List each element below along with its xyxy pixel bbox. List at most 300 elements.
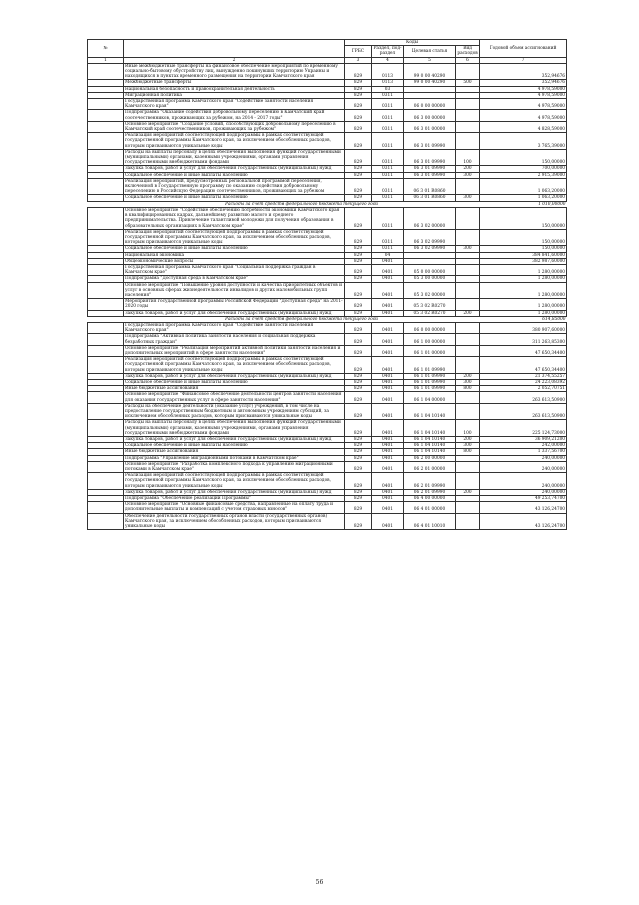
row-amount: 49 253,74700	[480, 496, 567, 502]
table-row	[88, 229, 567, 246]
budget-table-sheet	[87, 39, 566, 530]
table-row	[88, 420, 567, 437]
row-target: 05 3 02 R0270	[404, 310, 456, 316]
table-row	[88, 133, 567, 150]
row-amount: 1 337,56700	[480, 449, 567, 455]
row-razdel: 0311	[372, 229, 404, 246]
row-target: 06 3 01 09990	[404, 166, 456, 172]
row-grbs: 829	[345, 502, 372, 513]
row-name: Иные бюджетные ассигнования	[124, 386, 345, 392]
table-row	[88, 99, 567, 110]
row-grbs: 829	[345, 449, 372, 455]
row-amount: 263 613,50900	[480, 403, 567, 420]
row-amount: 47 650,34400	[480, 345, 567, 356]
row-grbs: 829	[345, 258, 372, 264]
row-number	[88, 264, 124, 275]
row-grbs: 829	[345, 386, 372, 392]
row-razdel: 0401	[372, 502, 404, 513]
row-name: Реализация мероприятий соответствующей подпрограммы в рамках соответствующей государственной программы Камчатского края, за исключением обособленных расходов, которым присваиваются уникальные коды	[124, 229, 345, 246]
header-vid: Вид расходов	[457, 46, 478, 57]
row-razdel: 0401	[372, 443, 404, 449]
row-amount: 382 987,60000	[480, 258, 567, 264]
row-razdel: 0401	[372, 437, 404, 443]
row-amount: 2 915,39000	[480, 172, 567, 178]
row-razdel: 0401	[372, 449, 404, 455]
row-amount: 240,00000	[480, 489, 567, 495]
header-codes: Коды	[345, 40, 480, 46]
row-vid	[456, 299, 480, 310]
row-amount: 240,00000	[480, 455, 567, 461]
table-row	[88, 334, 567, 345]
row-name: Закупка товаров, работ и услуг для обеспечения государственных (муниципальных) нужд	[124, 166, 345, 172]
row-name: Основное мероприятие "Финансовое обеспечение деятельности центров занятости населения для оказания государственных услуг в сфере занятости населения"	[124, 392, 345, 403]
row-target: 06 3 01 09990	[404, 149, 456, 166]
row-vid: 300	[456, 172, 480, 178]
row-razdel: 0401	[372, 473, 404, 490]
row-vid: 800	[456, 386, 480, 392]
row-vid: 200	[456, 166, 480, 172]
row-razdel: 0311	[372, 133, 404, 150]
row-vid: 500	[456, 80, 480, 86]
table-row	[88, 513, 567, 530]
row-amount: 43 126,24700	[480, 502, 567, 513]
row-razdel: 04	[372, 252, 404, 258]
row-name: Государственная программа Камчатского края "Содействие занятости населения Камчатского края"	[124, 322, 345, 333]
row-target: 06 1 04 10140	[404, 420, 456, 437]
note-amount: 1 010,00000	[480, 201, 567, 207]
row-target: 06 3 01 09990	[404, 172, 456, 178]
row-amount: 225 124,73000	[480, 420, 567, 437]
row-razdel: 0311	[372, 110, 404, 121]
row-grbs: 829	[345, 513, 372, 530]
row-amount: 150,00000	[480, 246, 567, 252]
colnum: 1	[88, 57, 124, 63]
row-target: 06 1 04 00000	[404, 392, 456, 403]
note-text: Расходы за счет средств федерального бюджета текущего года	[124, 316, 480, 322]
row-vid	[456, 282, 480, 299]
row-number	[88, 473, 124, 490]
row-razdel: 0401	[372, 334, 404, 345]
row-grbs: 829	[345, 443, 372, 449]
colnum: 2	[124, 57, 345, 63]
row-number	[88, 282, 124, 299]
table-row	[88, 345, 567, 356]
row-vid: 300	[456, 443, 480, 449]
row-name: Социальное обеспечение и иные выплаты населению	[124, 172, 345, 178]
row-name: Основное мероприятие "Создание условий, способствующих добровольному переселению в Камчатский край соотечественников, проживающих за рубежом"	[124, 121, 345, 132]
row-number	[88, 63, 124, 80]
table-row	[88, 403, 567, 420]
row-amount: 1 063,20000	[480, 195, 567, 201]
header-amount: Годовой объем ассигнований	[480, 40, 567, 58]
row-grbs: 829	[345, 229, 372, 246]
row-vid	[456, 345, 480, 356]
row-name: Подпрограмма "Оказание содействия добровольному переселению в Камчатский край соотечественников, проживающих за рубежом, на 2014 - 2017 годы"	[124, 110, 345, 121]
row-vid	[456, 461, 480, 472]
row-number	[88, 403, 124, 420]
row-grbs: 829	[345, 489, 372, 495]
row-grbs: 829	[345, 264, 372, 275]
header-no: №	[88, 40, 124, 58]
row-vid: 300	[456, 246, 480, 252]
table-row	[88, 322, 567, 333]
header-razdel: Раздел, под-раздел	[373, 46, 402, 57]
row-amount: 352,94676	[480, 63, 567, 80]
row-amount: 380 907,60000	[480, 322, 567, 333]
row-grbs: 829	[345, 310, 372, 316]
row-number	[88, 121, 124, 132]
row-target: 06 1 00 00000	[404, 334, 456, 345]
row-razdel: 0401	[372, 282, 404, 299]
row-razdel: 0401	[372, 386, 404, 392]
row-amount: 4 978,59000	[480, 110, 567, 121]
row-grbs: 829	[345, 322, 372, 333]
row-vid	[456, 63, 480, 80]
row-name: Общеэкономические вопросы	[124, 258, 345, 264]
row-razdel: 0401	[372, 403, 404, 420]
row-name: Межбюджетные трансферты	[124, 80, 345, 86]
row-vid	[456, 513, 480, 530]
row-target: 99 0 00 40290	[404, 63, 456, 80]
row-name: Социальное обеспечение и иные выплаты населению	[124, 379, 345, 385]
row-number	[88, 149, 124, 166]
row-amount: 150,00000	[480, 229, 567, 246]
row-amount: 1 063,20000	[480, 178, 567, 195]
row-target: 05 3 00 00000	[404, 276, 456, 282]
row-name: Закупка товаров, работ и услуг для обеспечения государственных (муниципальных) нужд	[124, 373, 345, 379]
row-amount: 2 052,70751	[480, 386, 567, 392]
row-grbs: 829	[345, 86, 372, 92]
row-razdel: 0401	[372, 373, 404, 379]
header-name	[124, 40, 345, 58]
table-row	[88, 207, 567, 229]
row-razdel: 0401	[372, 299, 404, 310]
table-row	[88, 461, 567, 472]
row-razdel: 0311	[372, 172, 404, 178]
row-amount: 4 978,59000	[480, 86, 567, 92]
row-vid	[456, 121, 480, 132]
row-vid	[456, 99, 480, 110]
row-razdel: 0401	[372, 513, 404, 530]
row-amount: 1 280,00000	[480, 264, 567, 275]
row-razdel: 0311	[372, 246, 404, 252]
row-target: 06 3 00 00000	[404, 110, 456, 121]
row-vid	[456, 473, 480, 490]
row-razdel: 0401	[372, 489, 404, 495]
row-amount: 1 280,00000	[480, 299, 567, 310]
row-grbs: 829	[345, 133, 372, 150]
table-row	[88, 299, 567, 310]
row-vid: 200	[456, 373, 480, 379]
row-target: 06 4 01 10010	[404, 513, 456, 530]
row-grbs: 829	[345, 110, 372, 121]
row-number	[88, 133, 124, 150]
colnum: 3	[345, 57, 372, 63]
row-number	[88, 420, 124, 437]
row-grbs: 829	[345, 207, 372, 229]
row-grbs: 829	[345, 334, 372, 345]
row-number	[88, 513, 124, 530]
table-row	[88, 110, 567, 121]
row-vid	[456, 178, 480, 195]
row-name: Социальное обеспечение и иные выплаты населению	[124, 443, 345, 449]
row-grbs: 829	[345, 195, 372, 201]
row-vid	[456, 322, 480, 333]
header-grbs: ГРБС	[345, 46, 372, 57]
row-grbs: 829	[345, 420, 372, 437]
row-name: Обеспечение деятельности государственных органов власти (государственных органов) Камчатского края, за исключением обособленных расходов, которым присваиваются уникальные коды	[124, 513, 345, 530]
row-name: Национальная безопасность и правоохранительная деятельность	[124, 86, 345, 92]
row-name: Основное мероприятие "Содействие обеспечению потребности экономики Камчатского края в квалифицированных кадрах, дальнейшему развитию малого и среднего предпринимательства. Привлечение талантливой молодежи для получения образования в образовательных организациях в Камчатском крае"	[124, 207, 345, 229]
row-razdel: 0311	[372, 92, 404, 98]
row-grbs: 829	[345, 63, 372, 80]
row-number	[88, 345, 124, 356]
row-number	[88, 299, 124, 310]
row-amount: 240,00000	[480, 461, 567, 472]
row-amount: 150,00000	[480, 207, 567, 229]
row-name: Мероприятия государственной программы Российской Федерации "Доступная среда" на 2011-2020 годы	[125, 299, 343, 310]
row-grbs: 829	[345, 121, 372, 132]
table-row	[88, 264, 567, 275]
row-grbs: 829	[345, 166, 372, 172]
row-name: Подпрограмма "Активная политика занятости населения и социальная поддержка безработных граждан"	[124, 334, 345, 345]
row-razdel: 0401	[372, 455, 404, 461]
row-vid: 200	[456, 310, 480, 316]
row-number	[88, 207, 124, 229]
row-name: Основное мероприятие "Повышение уровня доступности и качества приоритетных объектов и услуг в основных сферах жизнедеятельности инвалидов и других маломобильных групп населения"	[124, 282, 345, 299]
table-row	[88, 121, 567, 132]
row-grbs: 829	[345, 392, 372, 403]
row-vid: 200	[456, 489, 480, 495]
row-grbs: 829	[345, 496, 372, 502]
row-amount: 3 765,39000	[480, 133, 567, 150]
row-name: Подпрограмма "Доступная среда в Камчатском крае"	[124, 276, 345, 282]
row-amount: 43 126,24700	[480, 513, 567, 530]
row-vid	[456, 264, 480, 275]
table-row	[88, 502, 567, 513]
row-amount: 1 280,00000	[480, 310, 567, 316]
row-name: Социальное обеспечение и иные выплаты населению	[124, 195, 345, 201]
table-row	[88, 149, 567, 166]
row-grbs: 829	[345, 276, 372, 282]
row-razdel: 03	[372, 86, 404, 92]
colnum: 6	[456, 57, 480, 63]
row-target: 06 1 04 10140	[404, 449, 456, 455]
row-name: Иные бюджетные ассигнования	[124, 449, 345, 455]
row-target: 06 1 01 09990	[404, 386, 456, 392]
row-razdel: 0401	[372, 258, 404, 264]
row-razdel: 0401	[372, 379, 404, 385]
page-number: 56	[315, 879, 324, 886]
row-vid	[456, 403, 480, 420]
row-number	[88, 502, 124, 513]
row-vid	[456, 502, 480, 513]
row-target: 06 2 01 09990	[404, 473, 456, 490]
row-target: 06 4 01 00000	[404, 502, 456, 513]
row-target: 99 0 00 40290	[404, 80, 456, 86]
row-amount: 1 280,00000	[480, 276, 567, 282]
row-amount: 47 650,34400	[480, 357, 567, 374]
row-amount: 242,00000	[480, 443, 567, 449]
note-amount: 614,85000	[480, 316, 567, 322]
row-grbs: 829	[345, 172, 372, 178]
budget-table	[87, 39, 567, 530]
row-vid: 100	[456, 149, 480, 166]
row-grbs: 829	[345, 473, 372, 490]
row-razdel: 0311	[372, 121, 404, 132]
row-target: 06 1 01 09990	[404, 357, 456, 374]
row-vid	[456, 133, 480, 150]
row-vid: 300	[456, 379, 480, 385]
row-vid	[456, 207, 480, 229]
row-amount: 4 828,59000	[480, 121, 567, 132]
row-number	[88, 99, 124, 110]
row-name: Реализация мероприятий соответствующей подпрограммы в рамках соответствующей государственной программы Камчатского края, за исключением обособленных расходов, которым присваиваются уникальные коды	[124, 473, 345, 490]
row-amount: 263 613,50900	[480, 392, 567, 403]
table-body	[88, 63, 567, 529]
table-row	[88, 63, 567, 80]
row-razdel: 0311	[372, 195, 404, 201]
row-razdel: 0401	[372, 461, 404, 472]
row-name: Основное мероприятие "Разработка комплексного подхода к управлению миграционными потоками в Камчатском крае"	[124, 461, 345, 472]
row-razdel: 0401	[372, 420, 404, 437]
row-grbs: 829	[345, 357, 372, 374]
row-amount: 150,00000	[480, 149, 567, 166]
row-target: 06 2 01 09990	[404, 489, 456, 495]
row-name: Основное мероприятие "Реализация мероприятий активной политики занятости населения и дополнительных мероприятий в сфере занятости населения"	[124, 345, 345, 356]
row-name: Иные межбюджетные трансферты на финансовое обеспечение мероприятий по временному социально-бытовому обустройству лиц, вынужденно покинувших территорию Украины и находящихся в пунктах временного размещения на территории Камчатского края	[124, 63, 345, 80]
row-razdel: 0401	[372, 496, 404, 502]
row-number	[88, 322, 124, 333]
row-razdel: 0311	[372, 149, 404, 166]
table-row	[88, 282, 567, 299]
row-target: 06 3 02 09990	[404, 229, 456, 246]
row-razdel: 0401	[372, 322, 404, 333]
row-target: 06 0 00 00000	[404, 322, 456, 333]
colnum: 5	[404, 57, 456, 63]
row-vid	[456, 334, 480, 345]
row-target: 06 4 00 00000	[404, 496, 456, 502]
row-grbs: 829	[345, 461, 372, 472]
row-razdel: 0113	[372, 63, 404, 80]
row-grbs: 829	[345, 252, 372, 258]
row-name: Основное мероприятие "Основные финансовые средства, направленные на оплату труда и дополнительные выплаты и компенсаций с учетом страховых взносов"	[124, 502, 345, 513]
note-text: Расходы за счет средств федерального бюджета текущего года	[124, 201, 480, 207]
row-name: Расходы на выплаты персоналу в целях обеспечения выполнения функций государственными (муниципальными) органами, казенными учреждениями, органами управления государственными внебюджетными фондами	[124, 149, 345, 166]
row-target: 06 1 01 09990	[404, 373, 456, 379]
row-grbs: 829	[345, 373, 372, 379]
row-amount: 352,94676	[480, 80, 567, 86]
row-target: 06 0 00 00000	[404, 99, 456, 110]
row-grbs: 829	[345, 403, 372, 420]
row-vid	[456, 357, 480, 374]
row-target: 06 3 02 00000	[404, 207, 456, 229]
row-razdel: 0401	[372, 276, 404, 282]
row-grbs: 829	[345, 149, 372, 166]
row-grbs: 829	[345, 99, 372, 110]
row-number	[88, 334, 124, 345]
row-vid	[456, 110, 480, 121]
row-amount: 1 280,00000	[480, 282, 567, 299]
row-name: Закупка товаров, работ и услуг для обеспечения государственных (муниципальных) нужд	[124, 437, 345, 443]
row-razdel: 0401	[372, 345, 404, 356]
row-target: 06 3 01 R0860	[404, 178, 456, 195]
table-row	[88, 473, 567, 490]
row-target: 06 1 04 10140	[404, 403, 456, 420]
row-razdel: 0113	[372, 80, 404, 86]
table-row	[88, 178, 567, 195]
row-vid: 800	[456, 449, 480, 455]
row-target: 06 3 02 09990	[404, 246, 456, 252]
row-name: Реализация мероприятий соответствующей подпрограммы в рамках соответствующей государственной программы Камчатского края, за исключением обособленных расходов, которым присваиваются уникальные коды	[124, 357, 345, 374]
row-target: 05 3 02 00000	[404, 282, 456, 299]
row-grbs: 829	[345, 282, 372, 299]
row-grbs: 829	[345, 246, 372, 252]
row-number	[88, 461, 124, 472]
row-amount: 240,00000	[480, 473, 567, 490]
colnum: 4	[372, 57, 404, 63]
row-amount: 4 978,59000	[480, 99, 567, 110]
row-name: Подпрограмма "Обеспечение реализации Программы"	[124, 496, 345, 502]
row-grbs: 829	[345, 345, 372, 356]
row-name: Национальная экономика	[124, 252, 345, 258]
row-razdel: 0311	[372, 178, 404, 195]
row-grbs: 829	[345, 178, 372, 195]
row-name: Социальное обеспечение и иные выплаты населению	[124, 246, 345, 252]
row-razdel: 0401	[372, 310, 404, 316]
row-grbs: 829	[345, 379, 372, 385]
row-number	[88, 357, 124, 374]
row-name: Закупка товаров, работ и услуг для обеспечения государственных (муниципальных) нужд	[124, 489, 345, 495]
table-row	[88, 357, 567, 374]
row-vid: 200	[456, 437, 480, 443]
row-target: 06 3 01 R0860	[404, 195, 456, 201]
row-name: Закупка товаров, работ и услуг для обеспечения государственных (муниципальных) нужд	[124, 310, 345, 316]
row-name: Подпрограмма "Управление миграционными потоками в Камчатском крае"	[124, 455, 345, 461]
colnum: 7	[480, 57, 567, 63]
row-vid: 100	[456, 420, 480, 437]
row-razdel: 0311	[372, 166, 404, 172]
row-amount: 311 263,85300	[480, 334, 567, 345]
row-target: 06 3 01 00000	[404, 121, 456, 132]
row-amount: 4 978,59000	[480, 92, 567, 98]
row-razdel: 0401	[372, 264, 404, 275]
row-target: 06 1 01 09990	[404, 379, 456, 385]
table-row	[88, 392, 567, 403]
row-grbs: 829	[345, 299, 372, 310]
row-razdel: 0311	[372, 99, 404, 110]
row-grbs: 829	[345, 80, 372, 86]
row-vid	[456, 229, 480, 246]
row-name: Расходы на выплаты персоналу в целях обеспечения выполнения функций государственными (муниципальными) органами, казенными учреждениями, органами управления государственными внебюджетными фондами	[124, 420, 345, 437]
row-target: 06 2 00 00000	[404, 455, 456, 461]
row-target: 05 0 00 00000	[404, 264, 456, 275]
row-razdel: 0311	[372, 207, 404, 229]
row-target: 06 1 01 00000	[404, 345, 456, 356]
row-razdel: 0401	[372, 357, 404, 374]
row-name: Миграционная политика	[124, 92, 345, 98]
row-number	[88, 229, 124, 246]
row-vid	[456, 392, 480, 403]
row-amount: 21 374,55257	[480, 373, 567, 379]
row-target: 05 3 02 R0270	[404, 299, 456, 310]
row-amount: 384 841,60000	[480, 252, 567, 258]
row-name: Реализация мероприятий соответствующей подпрограммы в рамках соответствующей государственной программы Камчатского края, за исключением обособленных расходов, которым присваиваются уникальные коды	[124, 133, 345, 150]
row-name: Государственная программа Камчатского края "Содействие занятости населения Камчатского края"	[124, 99, 345, 110]
header-target: Целевая статья	[404, 46, 456, 57]
row-razdel: 0401	[372, 392, 404, 403]
row-name: Расходы на обеспечение деятельности (оказание услуг) учреждений, в том числе на предоставление государственным бюджетным и автономным учреждениям субсидий, за исключением обособленных расходов, которым присваиваются уникальные коды	[124, 403, 345, 420]
